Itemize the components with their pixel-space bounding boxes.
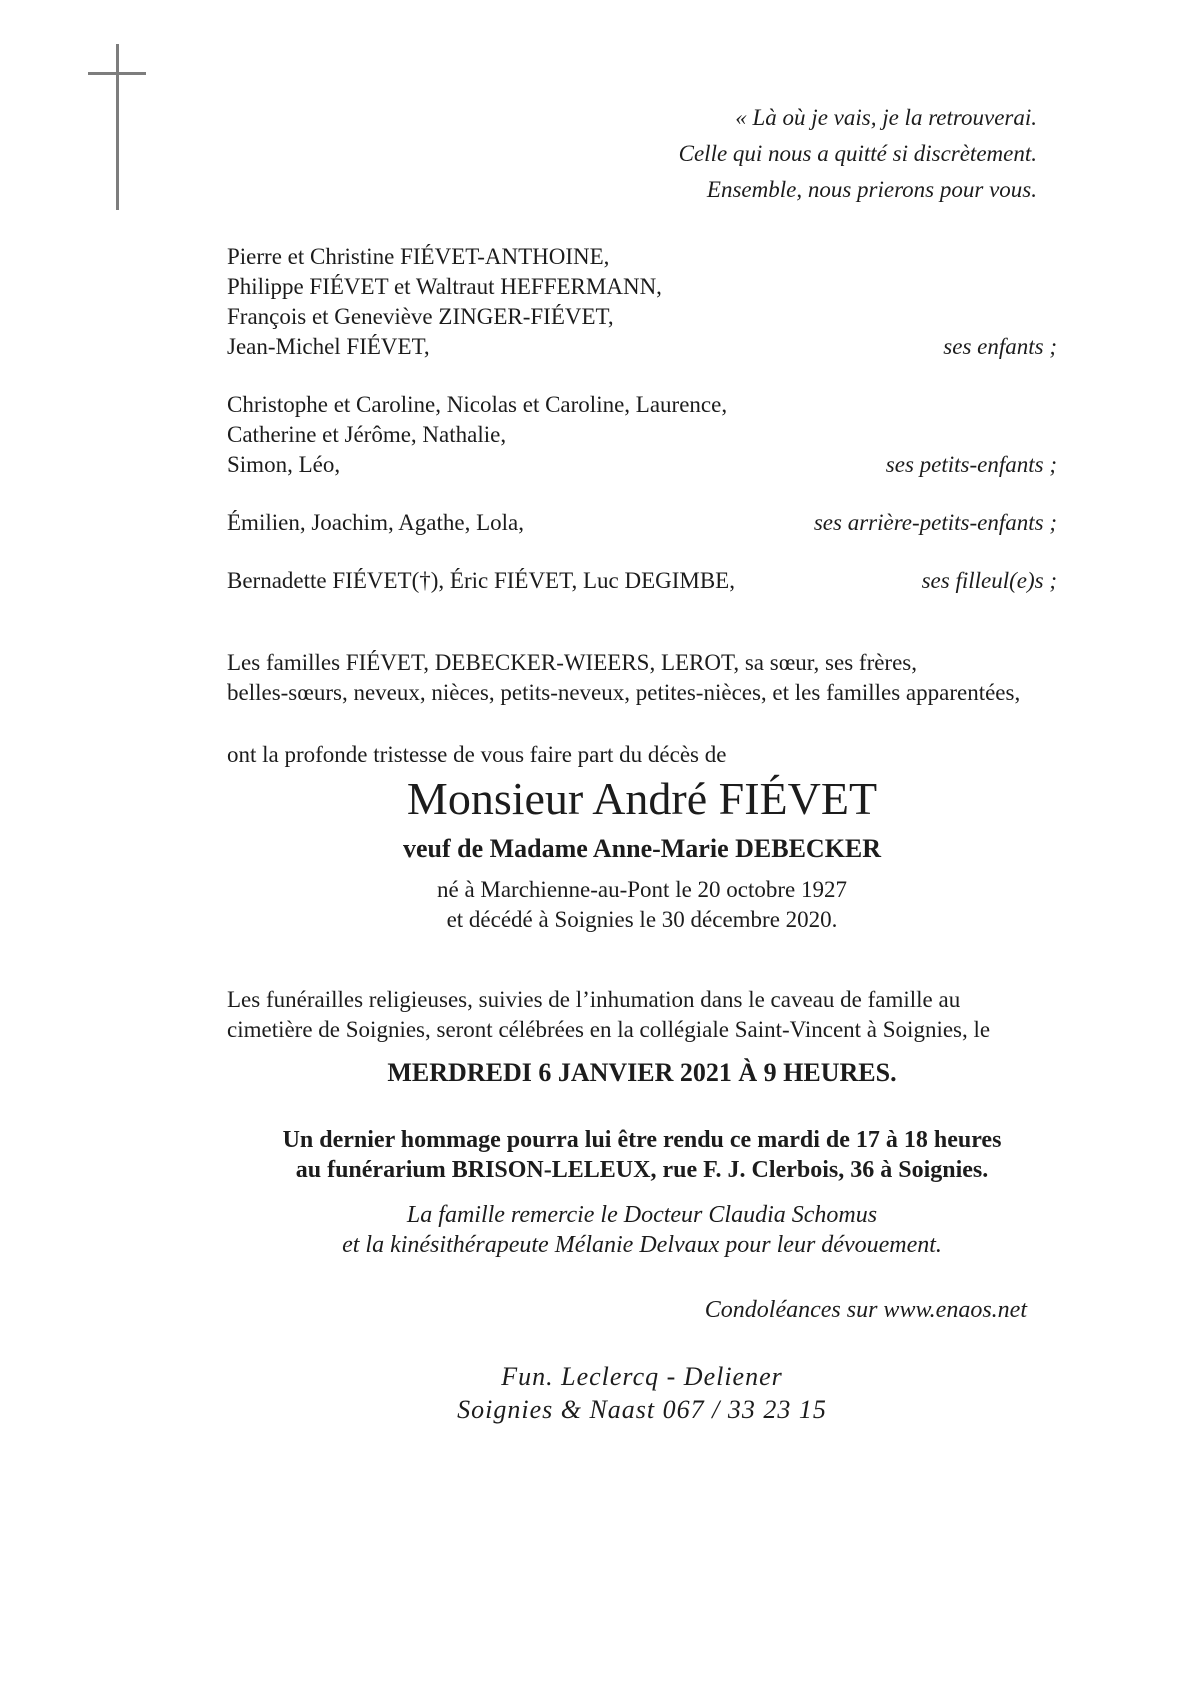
birth-death-dates [227, 875, 1057, 935]
memorial-quote [679, 100, 1037, 208]
homage-line-1: Un dernier hommage pourra lui être rendu ce mardi de 17 à 18 heures [282, 1127, 1002, 1153]
funeral-home-name: Fun. Leclercq - Deliener [501, 1362, 783, 1391]
quote-line-1: « Là où je vais, je la retrouverai. [735, 105, 1037, 130]
thanks-line-1: La famille remercie le Docteur Claudia Schomus [406, 1202, 878, 1228]
ceremony-datetime: MERDREDI 6 JANVIER 2021 À 9 HEURES. [387, 1058, 897, 1087]
quote-line-3: Ensemble, nous prierons pour vous. [706, 177, 1037, 202]
family-names-line [227, 332, 1057, 362]
family-group [227, 566, 1057, 596]
funeral-line-1: Les funérailles religieuses, suivies de l’inhumation dans le caveau de famille au [227, 987, 961, 1012]
thanks-line-2: et la kinésithérapeute Mélanie Delvaux pour leur dévouement. [342, 1232, 942, 1258]
family-names-line [227, 242, 1057, 272]
family-group [227, 508, 1057, 538]
deceased-subtitle: veuf de Madame Anne-Marie DEBECKER [402, 834, 882, 863]
family-names-line [227, 390, 1057, 420]
deceased-name-title: Monsieur André FIÉVET [406, 773, 878, 824]
family-names-line [227, 302, 1057, 332]
family-names-text: Jean-Michel FIÉVET, [227, 334, 430, 359]
birth-line: né à Marchienne-au-Pont le 20 octobre 1927 [436, 877, 848, 902]
families-line-2: belles-sœurs, neveux, nièces, petits-neveux, petites-nièces, et les familles apparentées, [227, 680, 1021, 705]
relation-label: ses enfants ; [943, 334, 1057, 359]
relation-label: ses filleul(e)s ; [921, 568, 1057, 593]
family-group [227, 390, 1057, 480]
cross-icon-horizontal-bar [88, 72, 146, 75]
family-names-text: Catherine et Jérôme, Nathalie, [227, 422, 507, 447]
families-paragraph [227, 648, 1057, 708]
family-names-line [227, 272, 1057, 302]
family-names-text: Philippe FIÉVET et Waltraut HEFFERMANN, [227, 274, 662, 299]
death-line: et décédé à Soignies le 30 décembre 2020. [446, 907, 838, 932]
homage-line-2: au funérarium BRISON-LELEUX, rue F. J. Clerbois, 36 à Soignies. [295, 1157, 989, 1183]
announcement-body [227, 242, 1057, 1426]
funeral-line-2: cimetière de Soignies, seront célébrées en la collégiale Saint-Vincent à Soignies, le [227, 1017, 991, 1042]
family-names-text: Pierre et Christine FIÉVET-ANTHOINE, [227, 244, 610, 269]
family-names-text: François et Geneviève ZINGER-FIÉVET, [227, 304, 614, 329]
family-names-line [227, 450, 1057, 480]
family-names-line [227, 420, 1057, 450]
family-names-line [227, 566, 1057, 596]
cross-icon-vertical-bar [116, 44, 119, 210]
family-names-text: Christophe et Caroline, Nicolas et Caroline, Laurence, [227, 392, 728, 417]
condolences-note: Condoléances sur www.enaos.net [704, 1297, 1027, 1323]
family-names-line [227, 508, 1057, 538]
thanks-paragraph [227, 1200, 1057, 1260]
announcement-intro: ont la profonde tristesse de vous faire part du décès de [227, 742, 727, 767]
family-names-text: Bernadette FIÉVET(†), Éric FIÉVET, Luc DEGIMBE, [227, 568, 735, 593]
relation-label: ses arrière-petits-enfants ; [813, 510, 1057, 535]
quote-line-2: Celle qui nous a quitté si discrètement. [678, 141, 1037, 166]
family-names-text: Simon, Léo, [227, 452, 341, 477]
families-line-1: Les familles FIÉVET, DEBECKER-WIEERS, LEROT, sa sœur, ses frères, [227, 650, 917, 675]
homage-paragraph [227, 1125, 1057, 1185]
family-names-text: Émilien, Joachim, Agathe, Lola, [227, 510, 525, 535]
funeral-home-contact: Soignies & Naast 067 / 33 23 15 [457, 1395, 827, 1424]
funeral-paragraph [227, 985, 1057, 1045]
funeral-home-signature [227, 1360, 1057, 1426]
family-group [227, 242, 1057, 362]
family-relations-list [227, 242, 1057, 596]
relation-label: ses petits-enfants ; [885, 452, 1057, 477]
